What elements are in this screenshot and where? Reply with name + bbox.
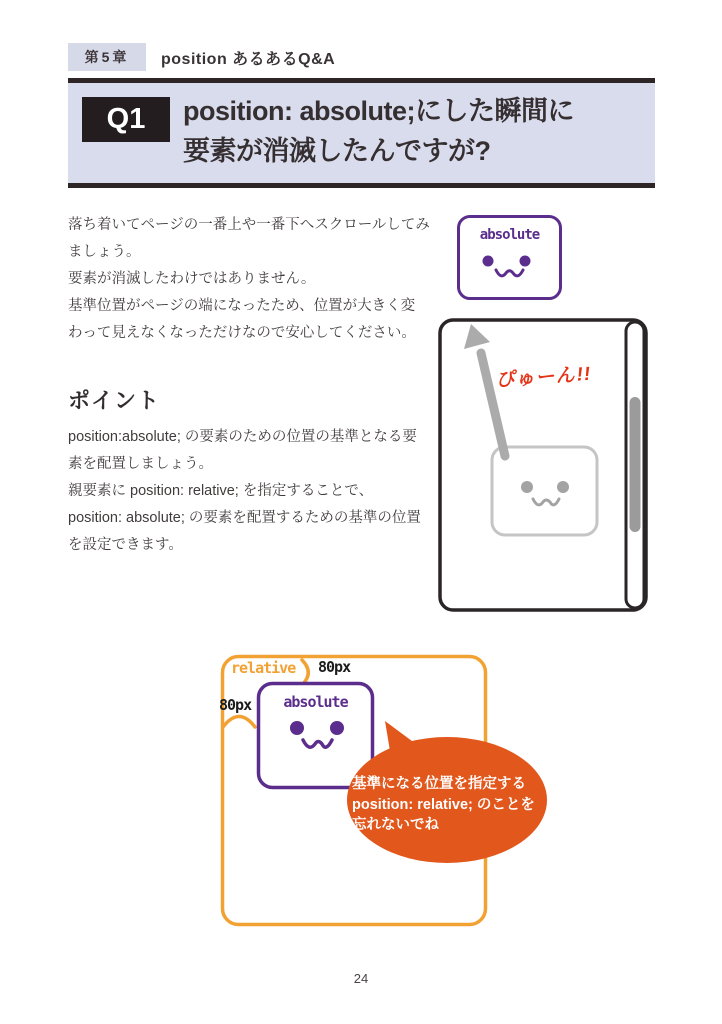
speech-bubble-line: 基準になる位置を指定する xyxy=(352,776,526,792)
answer-line: 要素が消滅したわけではありません。 xyxy=(68,271,316,287)
chapter-title: position あるあるQ&A xyxy=(161,51,336,68)
point-line: 素を配置しましょう。 xyxy=(68,456,213,472)
question-number-badge: Q1 xyxy=(82,97,170,142)
point-line: 親要素に position: relative; を指定することで、 xyxy=(68,483,374,499)
point-heading: ポイント xyxy=(68,388,161,413)
absolute-box-label: absolute xyxy=(479,227,540,243)
point-line: position:absolute; の要素のための位置の基準となる要 xyxy=(68,429,417,445)
smiley-face-icon xyxy=(460,218,559,297)
chapter-badge: 第5章 xyxy=(68,43,146,71)
point-paragraph xyxy=(68,424,421,559)
page-number: 24 xyxy=(353,971,369,986)
question-title-line2: 要素が消滅したんですが? xyxy=(183,136,491,166)
divider-bottom xyxy=(68,183,655,188)
question-title xyxy=(183,91,574,171)
point-line: を設定できます。 xyxy=(68,537,183,553)
relative-label: relative xyxy=(231,659,296,677)
question-title-line1: position: absolute;にした瞬間に xyxy=(183,96,574,126)
speech-bubble-line: position: relative; のことを xyxy=(352,796,535,813)
offset-left-label: 80px xyxy=(219,696,252,714)
ghost-box xyxy=(492,447,597,535)
offset-top-label: 80px xyxy=(318,658,351,676)
absolute-box-label: absolute xyxy=(283,693,348,711)
fly-away-text: ぴゅーん!! xyxy=(495,363,593,392)
point-line: position: absolute; の要素を配置するための基準の位置 xyxy=(68,510,421,526)
answer-line: ましょう。 xyxy=(68,244,141,260)
absolute-box-figure xyxy=(457,215,562,300)
scrollbar-thumb xyxy=(630,397,641,532)
speech-bubble-line: 忘れないでね xyxy=(352,817,439,833)
answer-line: 落ち着いてページの一番上や一番下へスクロールしてみ xyxy=(68,217,430,233)
speech-bubble-text xyxy=(352,774,535,836)
answer-line: わって見えなくなっただけなので安心してください。 xyxy=(68,325,416,341)
answer-line: 基準位置がページの端になったため、位置が大きく変 xyxy=(68,298,416,314)
answer-paragraph xyxy=(68,212,430,347)
